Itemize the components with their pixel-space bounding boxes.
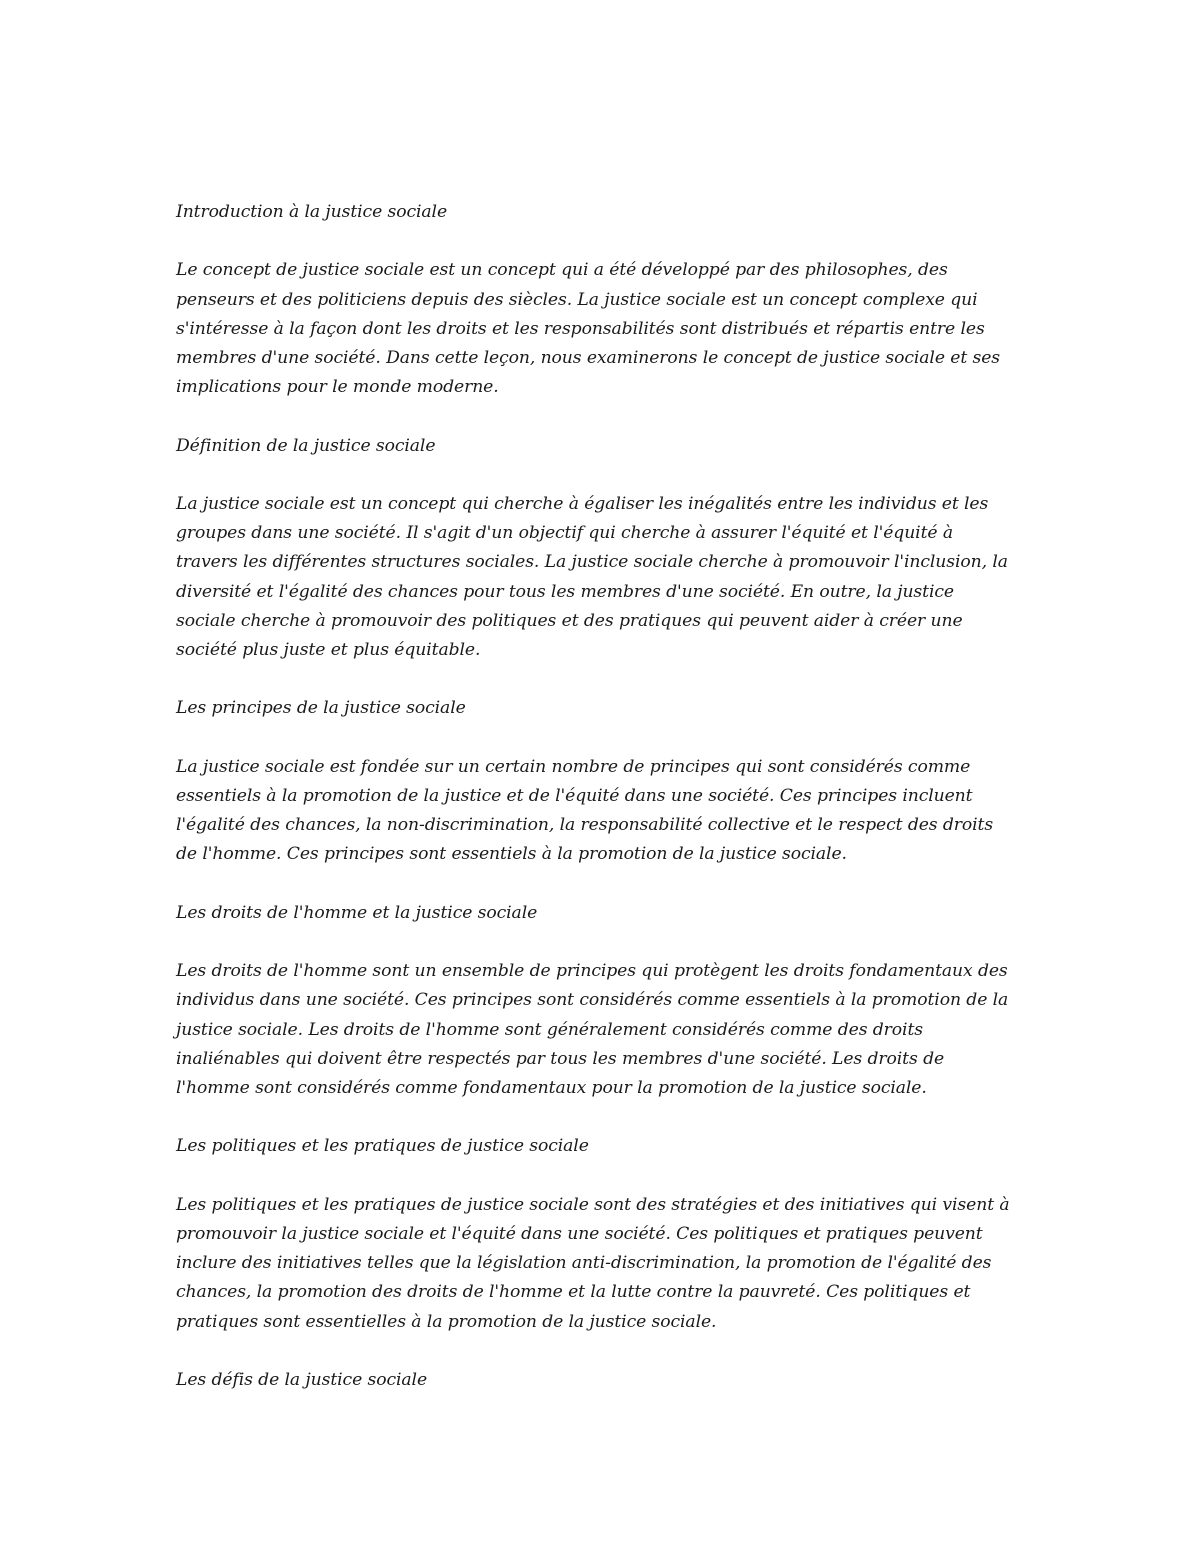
section-defis — [176, 1366, 1036, 1395]
section-heading: Les droits de l'homme et la justice sociale — [176, 902, 538, 923]
section-paragraph — [176, 1191, 1036, 1337]
section-principes — [176, 694, 1036, 869]
paragraph-line: inaliénables qui doivent être respectés par tous les membres d'une société. Les droits de — [176, 1048, 945, 1069]
section-heading: Définition de la justice sociale — [176, 435, 436, 456]
paragraph-line: inclure des initiatives telles que la législation anti-discrimination, la promotion de l'égalité des — [176, 1253, 992, 1274]
paragraph-line: essentiels à la promotion de la justice et de l'équité dans une société. Ces principes incluent — [176, 785, 973, 806]
section-politiques — [176, 1132, 1036, 1336]
paragraph-line: travers les différentes structures sociales. La justice sociale cherche à promouvoir l'inclusion, la — [176, 552, 1008, 573]
paragraph-line: groupes dans une société. Il s'agit d'un objectif qui cherche à assurer l'équité et l'équité à — [176, 523, 953, 544]
paragraph-line: Le concept de justice sociale est un concept qui a été développé par des philosophes, des — [176, 260, 948, 281]
section-heading: Les défis de la justice sociale — [176, 1369, 428, 1390]
section-heading: Les principes de la justice sociale — [176, 698, 466, 719]
paragraph-line: membres d'une société. Dans cette leçon, nous examinerons le concept de justice sociale et ses — [176, 348, 1001, 368]
paragraph-line: Les droits de l'homme sont un ensemble de principes qui protègent les droits fondamentaux des — [176, 961, 1008, 982]
section-paragraph — [176, 256, 1036, 402]
section-heading: Les politiques et les pratiques de justice sociale — [176, 1136, 589, 1157]
paragraph-line: promouvoir la justice sociale et l'équité dans une société. Ces politiques et pratiques peuvent — [176, 1223, 983, 1244]
paragraph-line: de l'homme. Ces principes sont essentiels à la promotion de la justice sociale. — [176, 844, 847, 865]
paragraph-line: La justice sociale est fondée sur un certain nombre de principes qui sont considérés comme — [176, 756, 971, 777]
paragraph-line: individus dans une société. Ces principes sont considérés comme essentiels à la promotion de la — [176, 990, 1009, 1011]
paragraph-line: Les politiques et les pratiques de justice sociale sont des stratégies et des initiatives qui visent à — [176, 1194, 1010, 1215]
paragraph-line: chances, la promotion des droits de l'homme et la lutte contre la pauvreté. Ces politiques et — [176, 1282, 971, 1303]
section-introduction — [176, 198, 1036, 402]
section-paragraph — [176, 957, 1036, 1103]
section-paragraph — [176, 753, 1036, 870]
section-heading: Introduction à la justice sociale — [176, 202, 448, 222]
section-droits-homme — [176, 899, 1036, 1103]
paragraph-line: l'égalité des chances, la non-discrimination, la responsabilité collective et le respect des droits — [176, 815, 994, 836]
section-definition — [176, 432, 1036, 666]
paragraph-line: La justice sociale est un concept qui cherche à égaliser les inégalités entre les individus et les — [176, 493, 989, 514]
paragraph-line: justice sociale. Les droits de l'homme sont généralement considérés comme des droits — [176, 1019, 923, 1040]
section-paragraph — [176, 490, 1036, 665]
paragraph-line: implications pour le monde moderne. — [176, 377, 499, 398]
paragraph-line: penseurs et des politiciens depuis des siècles. La justice sociale est un concept complexe qui — [176, 289, 978, 310]
paragraph-line: l'homme sont considérés comme fondamentaux pour la promotion de la justice sociale. — [176, 1077, 927, 1098]
paragraph-line: société plus juste et plus équitable. — [176, 640, 481, 660]
paragraph-line: sociale cherche à promouvoir des politiques et des pratiques qui peuvent aider à créer une — [176, 610, 963, 631]
paragraph-line: diversité et l'égalité des chances pour tous les membres d'une société. En outre, la justice — [176, 581, 954, 602]
document-body — [176, 198, 1036, 1424]
paragraph-line: pratiques sont essentielles à la promotion de la justice sociale. — [176, 1311, 717, 1332]
paragraph-line: s'intéresse à la façon dont les droits et les responsabilités sont distribués et répartis entre les — [176, 318, 985, 339]
